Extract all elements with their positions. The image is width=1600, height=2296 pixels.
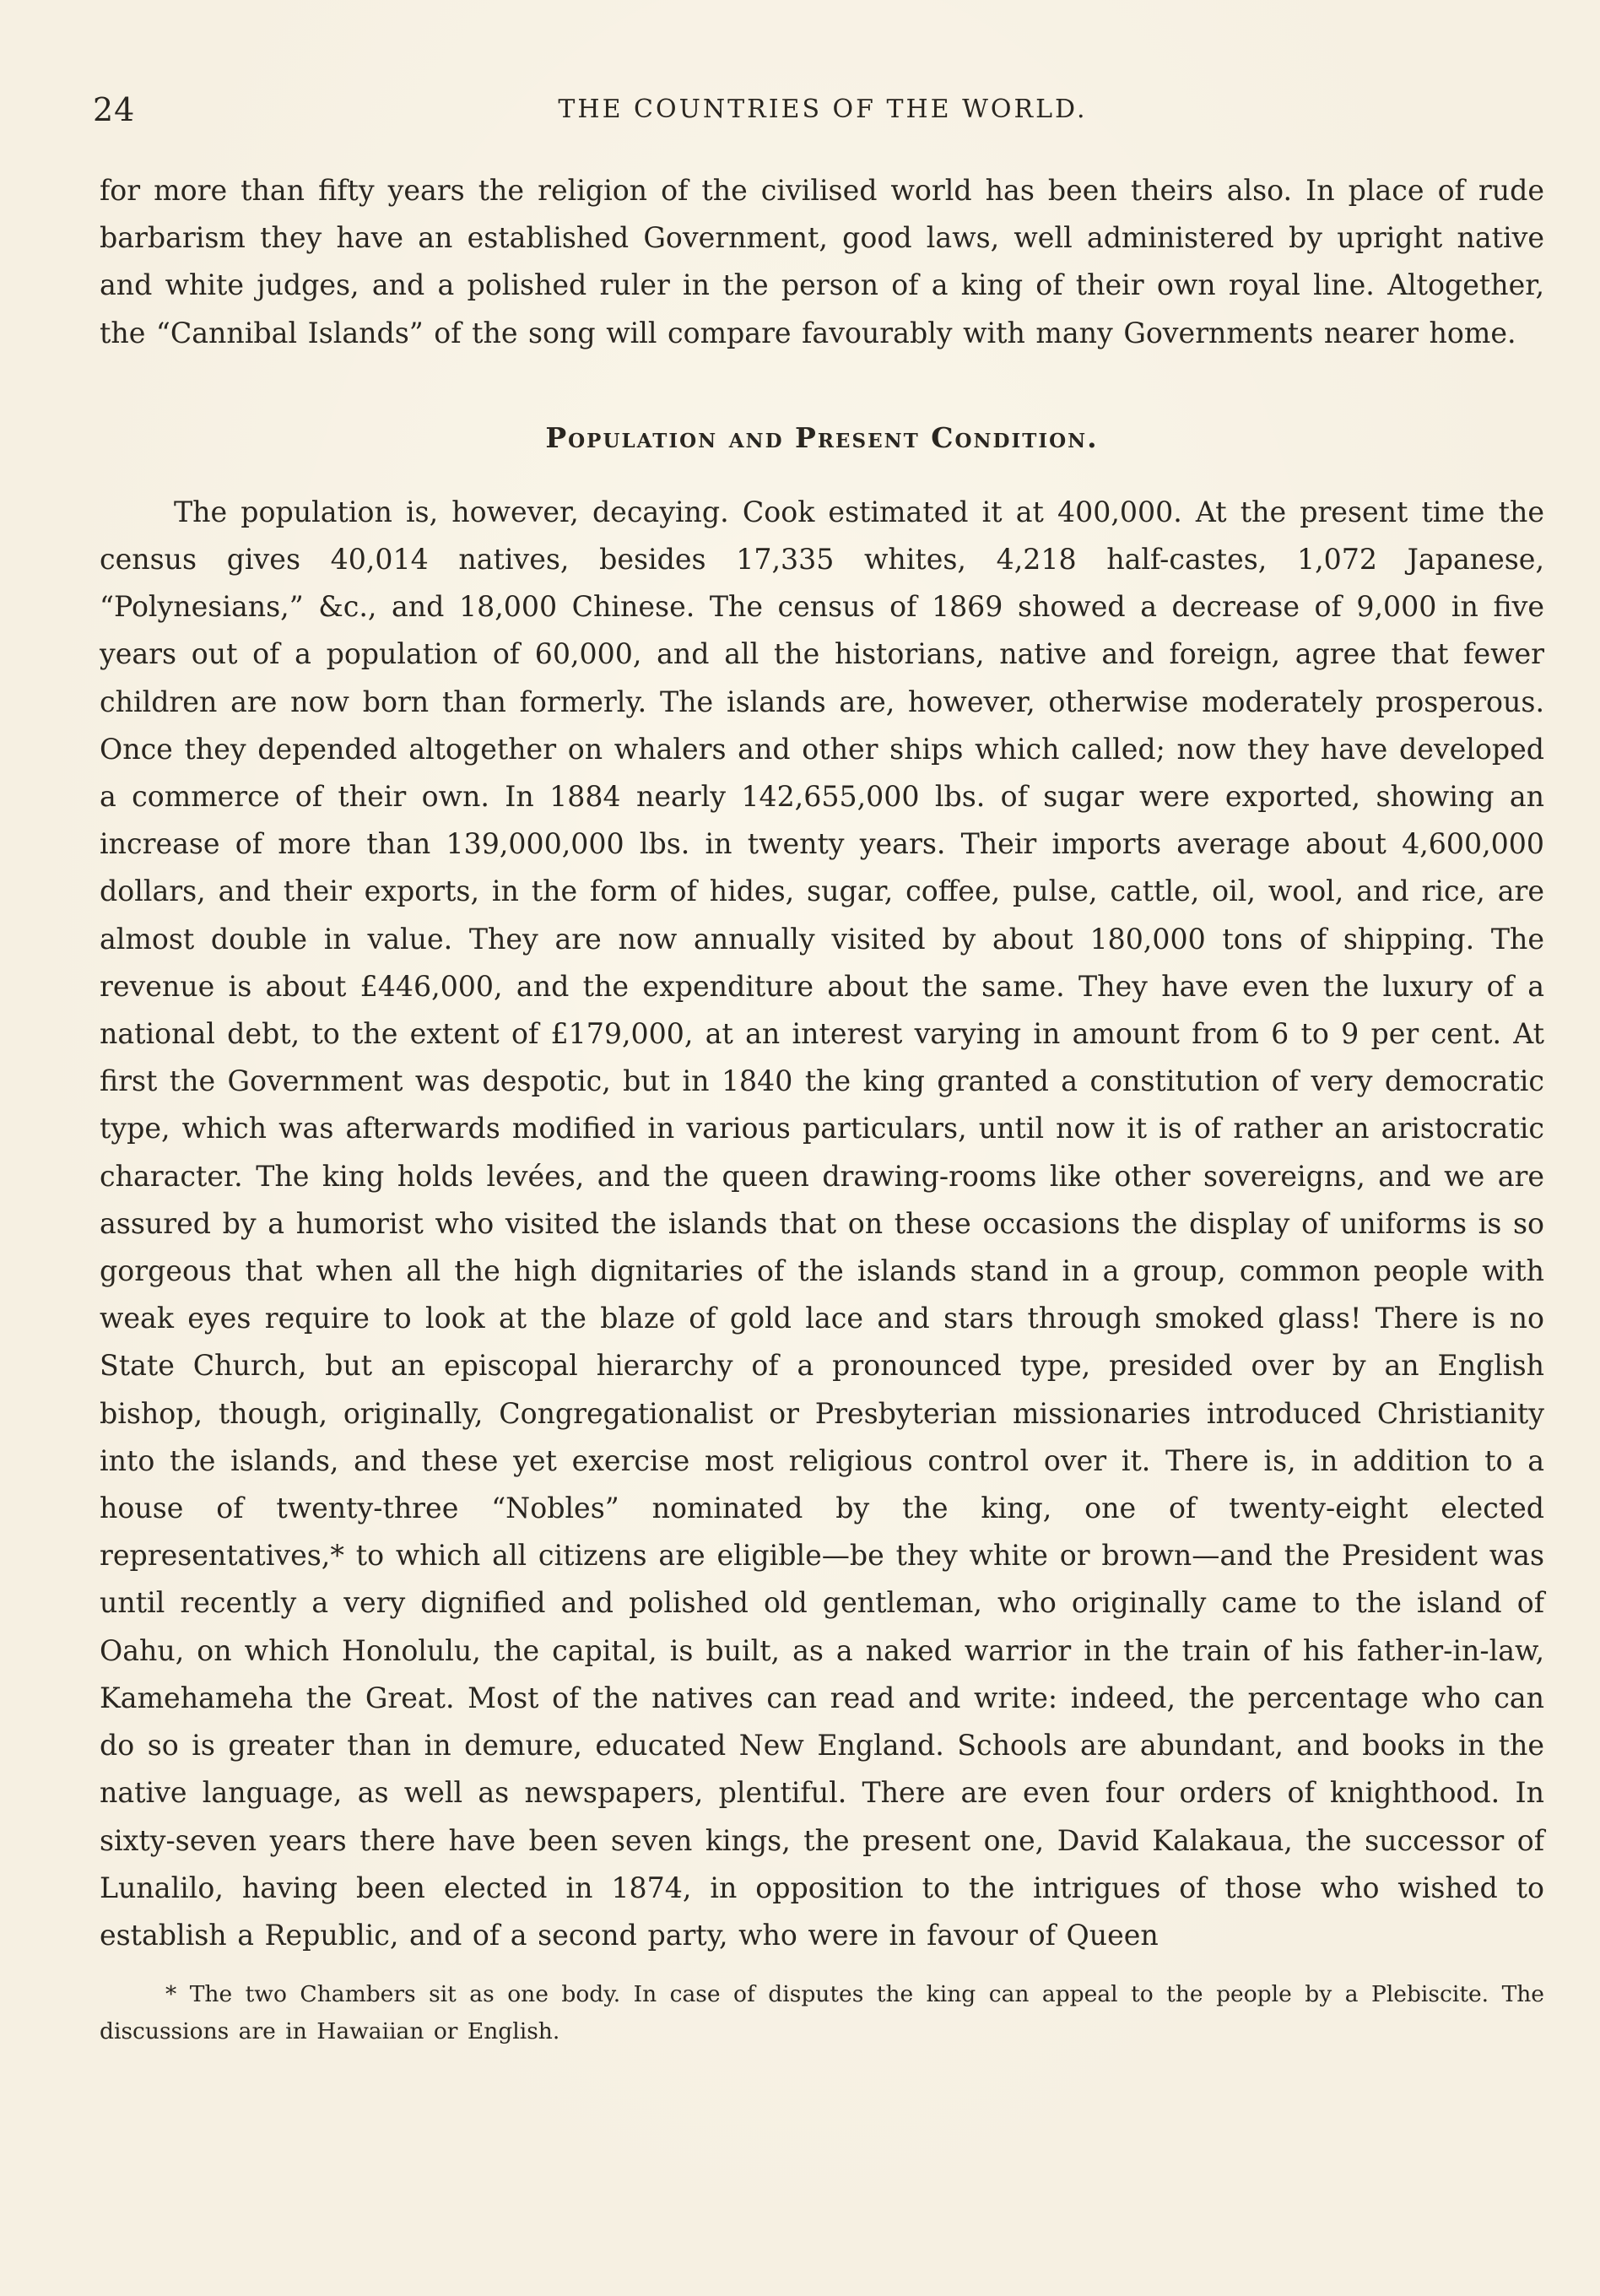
footnote: * The two Chambers sit as one body. In case of disputes the king can appeal to the people by a Plebiscite. The discussions are in Hawaiian or English.	[100, 1981, 1544, 2045]
opening-paragraph: for more than fifty years the religion of the civilised world has been theirs also. In place of rude barbarism they have an established Government, good laws, well administered by upright native and white judges, and a polished ruler in the person of a king of their own royal line. Altogether, the “Cannibal Islands” of the song will compare favourably with many Governments nearer home.	[100, 174, 1544, 349]
running-title: THE COUNTRIES OF THE WORLD.	[558, 95, 1088, 124]
page-number: 24	[93, 91, 136, 128]
section-heading: Population and Present Condition.	[545, 420, 1099, 454]
page-content	[100, 167, 1544, 2050]
main-paragraph: The population is, however, decaying. Cook estimated it at 400,000. At the present time the census gives 40,014 natives, besides 17,335 whites, 4,218 half-castes, 1,072 Japanese, “Polynesians,” &c., and 18,000 Chinese. The census of 1869 showed a decrease of 9,000 in five years out of a population of 60,000, and all the historians, native and foreign, agree that fewer children are now born than formerly. The islands are, however, otherwise moderately prosperous. Once they depended altogether on whalers and other ships which called; now they have developed a commerce of their own. In 1884 nearly 142,655,000 lbs. of sugar were exported, showing an increase of more than 139,000,000 lbs. in twenty years. Their imports average about 4,600,000 dollars, and their exports, in the form of hides, sugar, coffee, pulse, cattle, oil, wool, and rice, are almost double in value. They are now annually visited by about 180,000 tons of shipping. The revenue is about £446,000, and the expenditure about the same. They have even the luxury of a national debt, to the extent of £179,000, at an interest varying in amount from 6 to 9 per cent. At first the Government was despotic, but in 1840 the king granted a constitution of very democratic type, which was afterwards modified in various particulars, until now it is of rather an aristocratic character. The king holds levées, and the queen drawing-rooms like other sovereigns, and we are assured by a humorist who visited the islands that on these occasions the display of uniforms is so gorgeous that when all the high dignitaries of the islands stand in a group, common people with weak eyes require to look at the blaze of gold lace and stars through smoked glass! There is no State Church, but an episcopal hierarchy of a pronounced type, presided over by an English bishop, though, originally, Congregationalist or Presbyterian missionaries introduced Christianity into the islands, and these yet exercise most religious control over it. There is, in addition to a house of twenty-three “Nobles” nominated by the king, one of twenty-eight elected representatives,* to which all citizens are eligible—be they white or brown—and the President was until recently a very dignified and polished old gentleman, who originally came to the island of Oahu, on which Honolulu, the capital, is built, as a naked warrior in the train of his father-in-law, Kamehameha the Great. Most of the natives can read and write: indeed, the percentage who can do so is greater than in demure, educated New England. Schools are abundant, and books in the native language, as well as newspapers, plentiful. There are even four orders of knighthood. In sixty-seven years there have been seven kings, the present one, David Kalakaua, the successor of Lunalilo, having been elected in 1874, in opposition to the intrigues of those who wished to establish a Republic, and of a second party, who were in favour of Queen	[100, 495, 1544, 1952]
page-header	[93, 91, 1553, 128]
